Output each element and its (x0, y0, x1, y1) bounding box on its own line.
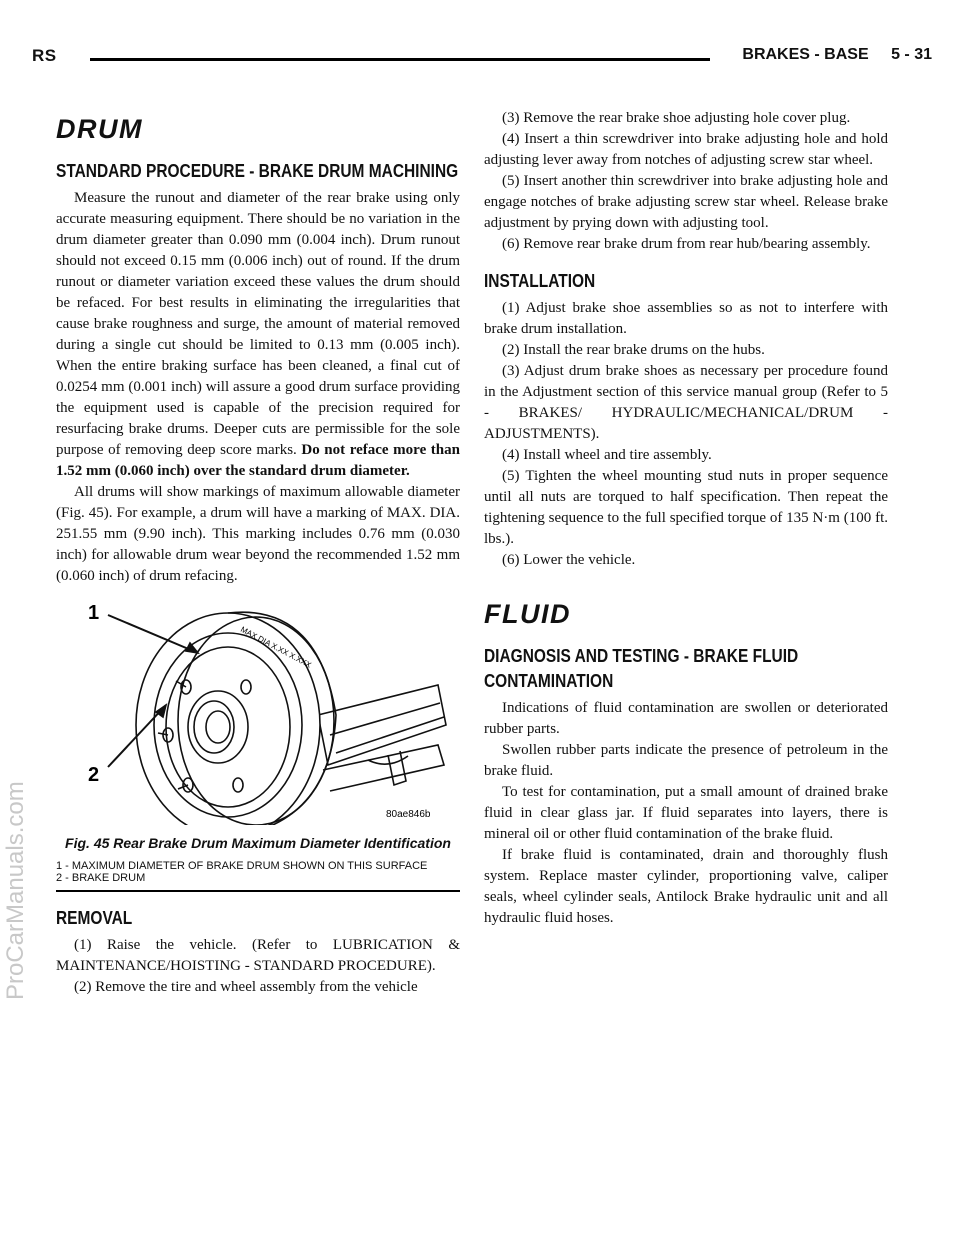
left-column (56, 100, 460, 998)
figure-caption: Fig. 45 Rear Brake Drum Maximum Diameter Identification (65, 835, 451, 851)
figure-45 (56, 595, 460, 892)
heading-fluid: FLUID (484, 599, 571, 629)
figure-id: 80ae846b (386, 809, 431, 820)
removal-step-3: (3) Remove the rear brake shoe adjusting hole cover plug. (502, 110, 851, 126)
removal-step-2: (2) Remove the tire and wheel assembly from the vehicle (74, 979, 418, 995)
install-step-4: (4) Install wheel and tire assembly. (502, 447, 712, 463)
legend-item-2: 2 - BRAKE DRUM (56, 872, 146, 884)
install-step-6: (6) Lower the vehicle. (502, 552, 636, 568)
heading-drum-machining: STANDARD PROCEDURE - BRAKE DRUM MACHINING (56, 161, 459, 181)
heading-fluid-contamination: DIAGNOSIS AND TESTING - BRAKE FLUID CONTAMINATION (484, 646, 799, 691)
fluid-paragraph-2: Swollen rubber parts indicate the presence of petroleum in the brake fluid. (484, 742, 888, 779)
machining-paragraph (56, 188, 460, 482)
brake-drum-illustration (68, 595, 448, 825)
install-step-1: (1) Adjust brake shoe assemblies so as not to interfere with brake drum installation. (484, 300, 888, 337)
header-rule (90, 58, 710, 61)
legend-item-1: 1 - MAXIMUM DIAMETER OF BRAKE DRUM SHOWN ON THIS SURFACE (56, 860, 428, 872)
heading-removal: REMOVAL (56, 908, 133, 928)
machining-text: Measure the runout and diameter of the rear brake using only accurate measuring equipment. There should be no variation in the drum diameter greater than 0.090 mm (0.004 inch). Drum runout should not exceed 0.15 mm (0.006 inch) out of round. If the drum runout or diameter variation exceed these values the drum should be refaced. For best results in eliminating the irregularities that cause brake roughness and surge, the amount of material removed during a single cut should be limited to 0.13 mm (0.005 inch). When the entire braking surface has been cleaned, a final cut of 0.0254 mm (0.001 inch) will assure a good drum surface providing the equipment used is capable of the precision required for resurfacing brake drums. Deeper cuts are permissible for the sole purpose of removing deep score marks. (56, 190, 460, 458)
fluid-paragraph-4: If brake fluid is contaminated, drain and thoroughly flush system. Replace master cylinder, proportioning valve, caliper seals, wheel cylinder seals, Antilock Brake hydraulic unit and all hydraulic fluid hoses. (484, 847, 888, 926)
page-number: 5 - 31 (891, 46, 932, 63)
watermark: ProCarManuals.com (2, 781, 29, 1000)
heading-installation: INSTALLATION (484, 271, 596, 291)
figure-rule (56, 890, 460, 892)
page-header (32, 38, 932, 66)
fluid-paragraph-1: Indications of fluid contamination are swollen or deteriorated rubber parts. (484, 700, 888, 737)
manual-code: RS (32, 46, 57, 65)
install-step-5: (5) Tighten the wheel mounting stud nuts in proper sequence until all nuts are torqued to half specification. Then repeat the tightening sequence to the full specified torque of 135 N·m (100 ft. lbs.). (484, 468, 888, 547)
install-step-3: (3) Adjust drum brake shoes as necessary per procedure found in the Adjustment section of this service manual group (Refer to 5 - BRAKES/ HYDRAULIC/MECHANICAL/DRUM - ADJUSTMENTS). (484, 363, 888, 442)
removal-step-1: (1) Raise the vehicle. (Refer to LUBRICATION & MAINTENANCE/HOISTING - STANDARD PROCEDURE). (56, 937, 460, 974)
removal-step-5: (5) Insert another thin screwdriver into brake adjusting hole and engage notches of brake adjusting screw star wheel. Release brake adjustment by prying down with adjusting tool. (484, 173, 888, 231)
machining-warning: Do not reface more than 1.52 mm (0.060 inch) over the standard drum diameter. (56, 442, 460, 479)
fluid-paragraph-3: To test for contamination, put a small amount of drained brake fluid in clear glass jar. If fluid separates into layers, there is mineral oil or other fluid contamination of the brake fluid. (484, 784, 888, 842)
removal-step-6: (6) Remove rear brake drum from rear hub/bearing assembly. (502, 236, 871, 252)
max-dia-marking: MAX DIA X.XX X.XXX (239, 624, 313, 670)
callout-2: 2 (88, 764, 100, 786)
heading-drum: DRUM (56, 114, 143, 144)
callout-1: 1 (88, 602, 100, 624)
max-diameter-paragraph: All drums will show markings of maximum allowable diameter (Fig. 45). For example, a drum will have a marking of MAX. DIA. 251.55 mm (9.90 inch). This marking includes 0.76 mm (0.030 inch) for allowable drum wear beyond the recommended 1.52 mm (0.060 inch) of drum refacing. (56, 484, 460, 584)
header-right (742, 46, 932, 64)
removal-step-4: (4) Insert a thin screwdriver into brake adjusting hole and hold adjusting lever away from notches of adjusting screw star wheel. (484, 131, 888, 168)
right-column (484, 108, 888, 929)
install-step-2: (2) Install the rear brake drums on the hubs. (502, 342, 765, 358)
section-title: BRAKES - BASE (742, 46, 869, 63)
